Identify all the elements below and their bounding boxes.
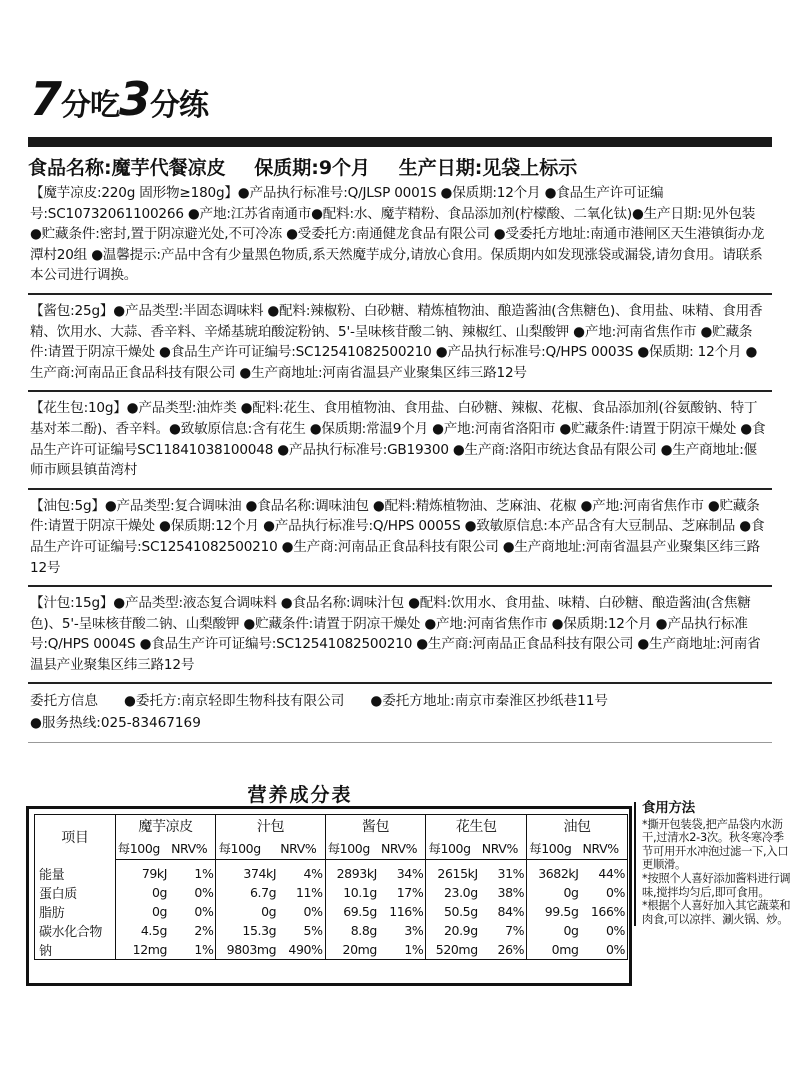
product-headline: [28, 155, 772, 181]
nutrient-amount: 9803mg: [216, 940, 278, 960]
nutrient-amount: 0g: [115, 902, 169, 921]
nutrient-amount: 0mg: [527, 940, 581, 960]
nutrition-row: [35, 921, 628, 940]
nutrient-amount: 12mg: [115, 940, 169, 960]
per-100g-label: 每100g: [216, 837, 278, 860]
section-sauce: [28, 301, 772, 383]
nutrient-amount: 0g: [216, 902, 278, 921]
nutrient-amount: 4.5g: [115, 921, 169, 940]
nutrient-nrv: 34%: [396, 865, 424, 881]
nrv-label: NRV%: [169, 837, 216, 860]
nrv-label: NRV%: [379, 837, 426, 860]
section-text: 【油包:5g】●产品类型:复合调味油 ●食品名称:调味油包 ●配料:精炼植物油、芝麻油、花椒 ●产地:河南省焦作市 ●贮藏条件:请置于阴凉干燥处 ●保质期:12个月 ●产品执行标准号:Q/HPS 0005S ●致敏原信息:本产品含有大豆制品、芝麻制品 ●食品生产许可证编号:SC12541082500210 ●生产商:河南品正食品科技有限公司 ●生产商地址:河南省温县产业聚集区纬三路12号: [30, 497, 765, 576]
delegate-label: 委托方信息: [30, 693, 98, 710]
nutrient-nrv: 5%: [303, 922, 323, 938]
nutrient-amount: 0g: [527, 921, 581, 940]
section-divider: [28, 488, 772, 490]
section-konjac: [28, 183, 772, 286]
section-divider: [28, 293, 772, 295]
nutrient-nrv: 0%: [581, 921, 628, 940]
nutrient-nrv: 0%: [581, 940, 628, 960]
nrv-label: NRV%: [581, 837, 628, 860]
per-100g-label: 每100g: [325, 837, 379, 860]
section-text: 【魔芋凉皮:220g 固形物≥180g】●产品执行标准号:Q/JLSP 0001S ●保质期:12个月 ●食品生产许可证编号:SC10732061100266 ●产地:江苏省南通市●配料:水、魔芋精粉、食品添加剂(柠檬酸、二氧化钛)●生产日期:见外包装 ●贮藏条件:密封,置于阴凉避光处,不可冷冻 ●受委托方:南通健龙食品有限公司 ●受委托方地址:南通市港闸区天生港镇街办龙潭村20组 ●温馨提示:产品中含有少量黑色物质,系天然魔芋成分,请放心食用。保质期内如发现涨袋或漏袋,请勿食用。请联系本公司进行调换。: [30, 185, 765, 284]
brand-logo: [30, 72, 208, 126]
nutrient-nrv: 2%: [194, 922, 214, 938]
nutrient-amount: 69.5g: [325, 902, 379, 921]
logo-part: 分练: [150, 88, 209, 123]
nutrient-nrv: 1%: [169, 940, 216, 960]
nutrient-nrv: 4%: [303, 865, 323, 881]
usage-title: 食用方法: [642, 800, 695, 816]
shelf-life: 保质期:9个月: [254, 157, 371, 179]
nutrient-amount: 99.5g: [527, 902, 581, 921]
section-juice: [28, 593, 772, 675]
nutrient-amount: 2615kJ: [426, 860, 480, 883]
nutrient-nrv: 31%: [497, 865, 525, 881]
delegate-address: ●委托方地址:南京市秦淮区抄纸巷11号: [370, 693, 608, 710]
nutrient-amount: 23.0g: [426, 883, 480, 902]
nutrient-amount: 20mg: [325, 940, 379, 960]
nutrient-nrv: 116%: [389, 903, 424, 919]
section-divider: [28, 682, 772, 684]
column-header: 花生包: [426, 815, 527, 838]
nutrient-nrv: 1%: [379, 940, 426, 960]
nutrient-amount: 3682kJ: [527, 860, 581, 883]
usage-instructions: [634, 802, 792, 926]
nutrient-nrv: 17%: [396, 884, 424, 900]
section-text: 【花生包:10g】●产品类型:油炸类 ●配料:花生、食用植物油、食用盐、白砂糖、辣椒、花椒、食品添加剂(谷氨酸钠、特丁基对苯二酚)、香辛料。●致敏原信息:含有花生 ●保质期:常温9个月 ●产地:河南省洛阳市 ●贮藏条件:请置于阴凉干燥处 ●食品生产许可证编号SC11841038100048 ●产品执行标准号:GB19300 ●生产商:洛阳市统达食品有限公司 ●生产商地址:偃师市顾县镇苗湾村: [30, 400, 766, 479]
nutrient-nrv: 3%: [404, 922, 424, 938]
nrv-label: NRV%: [278, 837, 325, 860]
nutrient-amount: 6.7g: [216, 883, 278, 902]
usage-step: *根据个人喜好加入其它蔬菜和肉食,可以凉拌、涮火锅、炒。: [642, 899, 791, 926]
nutrient-nrv: 166%: [581, 902, 628, 921]
logo-part: 3: [119, 72, 151, 126]
item-header: 项目: [35, 815, 116, 860]
service-hotline: ●服务热线:025-83467169: [30, 715, 201, 732]
section-oil: [28, 496, 772, 578]
per-100g-label: 每100g: [527, 837, 581, 860]
nutrient-name: 蛋白质: [35, 883, 116, 902]
usage-step: *按照个人喜好添加酱料进行调味,搅拌均匀后,即可食用。: [642, 871, 791, 899]
nutrient-amount: 10.1g: [325, 883, 379, 902]
nutrient-nrv: 11%: [295, 884, 323, 900]
nutrient-amount: 20.9g: [426, 921, 480, 940]
nutrient-amount: 8.8g: [325, 921, 379, 940]
section-divider: [28, 390, 772, 392]
nutrition-row: [35, 902, 628, 921]
nutrient-nrv: 26%: [480, 940, 527, 960]
nutrition-row: [35, 860, 628, 883]
nrv-label: NRV%: [480, 837, 527, 860]
nutrient-amount: 520mg: [426, 940, 480, 960]
delegate-client: ●委托方:南京轻即生物科技有限公司: [123, 693, 345, 710]
nutrient-amount: 0g: [527, 883, 581, 902]
nutrient-amount: 0g: [115, 883, 169, 902]
delegate-info: [28, 690, 772, 734]
header-divider: [28, 137, 772, 147]
per-100g-label: 每100g: [115, 837, 169, 860]
nutrition-row: [35, 940, 628, 960]
nutrient-amount: 15.3g: [216, 921, 278, 940]
nutrient-name: 能量: [35, 860, 116, 883]
section-text: 【汁包:15g】●产品类型:液态复合调味料 ●食品名称:调味汁包 ●配料:饮用水、食用盐、味精、白砂糖、酿造酱油(含焦糖色)、5'-呈味核苷酸二钠、山梨酸钾 ●贮藏条件:请置于阴凉干燥处 ●产地:河南省焦作市 ●保质期:12个月 ●产品执行标准号:Q/HPS 0004S ●食品生产许可证编号:SC12541082500210 ●生产商:河南品正食品科技有限公司 ●生产商地址:河南省温县产业聚集区纬三路12号: [30, 595, 761, 673]
section-divider: [28, 585, 772, 587]
column-header: 油包: [527, 815, 628, 838]
nutrient-nrv: 44%: [581, 860, 628, 883]
nutrient-name: 钠: [35, 940, 116, 960]
nutrient-nrv: 0%: [303, 903, 323, 919]
nutrient-amount: 2893kJ: [325, 860, 379, 883]
column-header: 汁包: [216, 815, 325, 838]
nutrient-nrv: 84%: [497, 903, 525, 919]
nutrient-nrv: 7%: [505, 922, 525, 938]
per-100g-label: 每100g: [426, 837, 480, 860]
nutrition-row: [35, 883, 628, 902]
nutrient-amount: 374kJ: [216, 860, 278, 883]
nutrient-name: 碳水化合物: [35, 921, 116, 940]
nutrient-nrv: 38%: [497, 884, 525, 900]
column-header: 魔芋凉皮: [115, 815, 216, 838]
nutrient-nrv: 0%: [194, 884, 214, 900]
column-header: 酱包: [325, 815, 426, 838]
nutrient-nrv: 1%: [194, 865, 214, 881]
nutrient-nrv: 0%: [194, 903, 214, 919]
nutrition-table: [34, 814, 628, 960]
nutrition-table-box: [26, 806, 632, 986]
production-date: 生产日期:见袋上标示: [398, 157, 578, 179]
section-text: 【酱包:25g】●产品类型:半固态调味料 ●配料:辣椒粉、白砂糖、精炼植物油、酿造酱油(含焦糖色)、食用盐、味精、食用香精、饮用水、大蒜、香辛料、辛烯基琥珀酸淀粉钠、5'-呈味核苷酸二钠、辣椒红、山梨酸钾 ●产地:河南省焦作市 ●贮藏条件:请置于阴凉干燥处 ●食品生产许可证编号:SC12541082500210 ●产品执行标准号:Q/HPS 0003S ●保质期: 12个月 ●生产商:河南品正食品科技有限公司 ●生产商地址:河南省温县产业聚集区纬三路12号: [30, 302, 763, 381]
nutrition-header-row: [35, 815, 628, 838]
nutrient-nrv: 490%: [278, 940, 325, 960]
label-main: [28, 155, 772, 749]
product-name: 食品名称:魔芋代餐凉皮: [28, 157, 226, 179]
section-peanut: [28, 398, 772, 480]
nutrient-name: 脂肪: [35, 902, 116, 921]
usage-step: *撕开包装袋,把产品袋内水沥干,过清水2-3次。秋冬寒冷季节可用开水冲泡过滤一下,入口更顺滑。: [642, 817, 789, 872]
nutrient-nrv: 0%: [581, 883, 628, 902]
nutrition-subheader-row: [35, 837, 628, 860]
nutrition-title: 营养成分表: [247, 784, 353, 806]
logo-part: 分吃: [61, 88, 120, 123]
nutrient-amount: 50.5g: [426, 902, 480, 921]
section-divider: [28, 742, 772, 743]
logo-part: 7: [30, 72, 62, 126]
nutrient-amount: 79kJ: [115, 860, 169, 883]
